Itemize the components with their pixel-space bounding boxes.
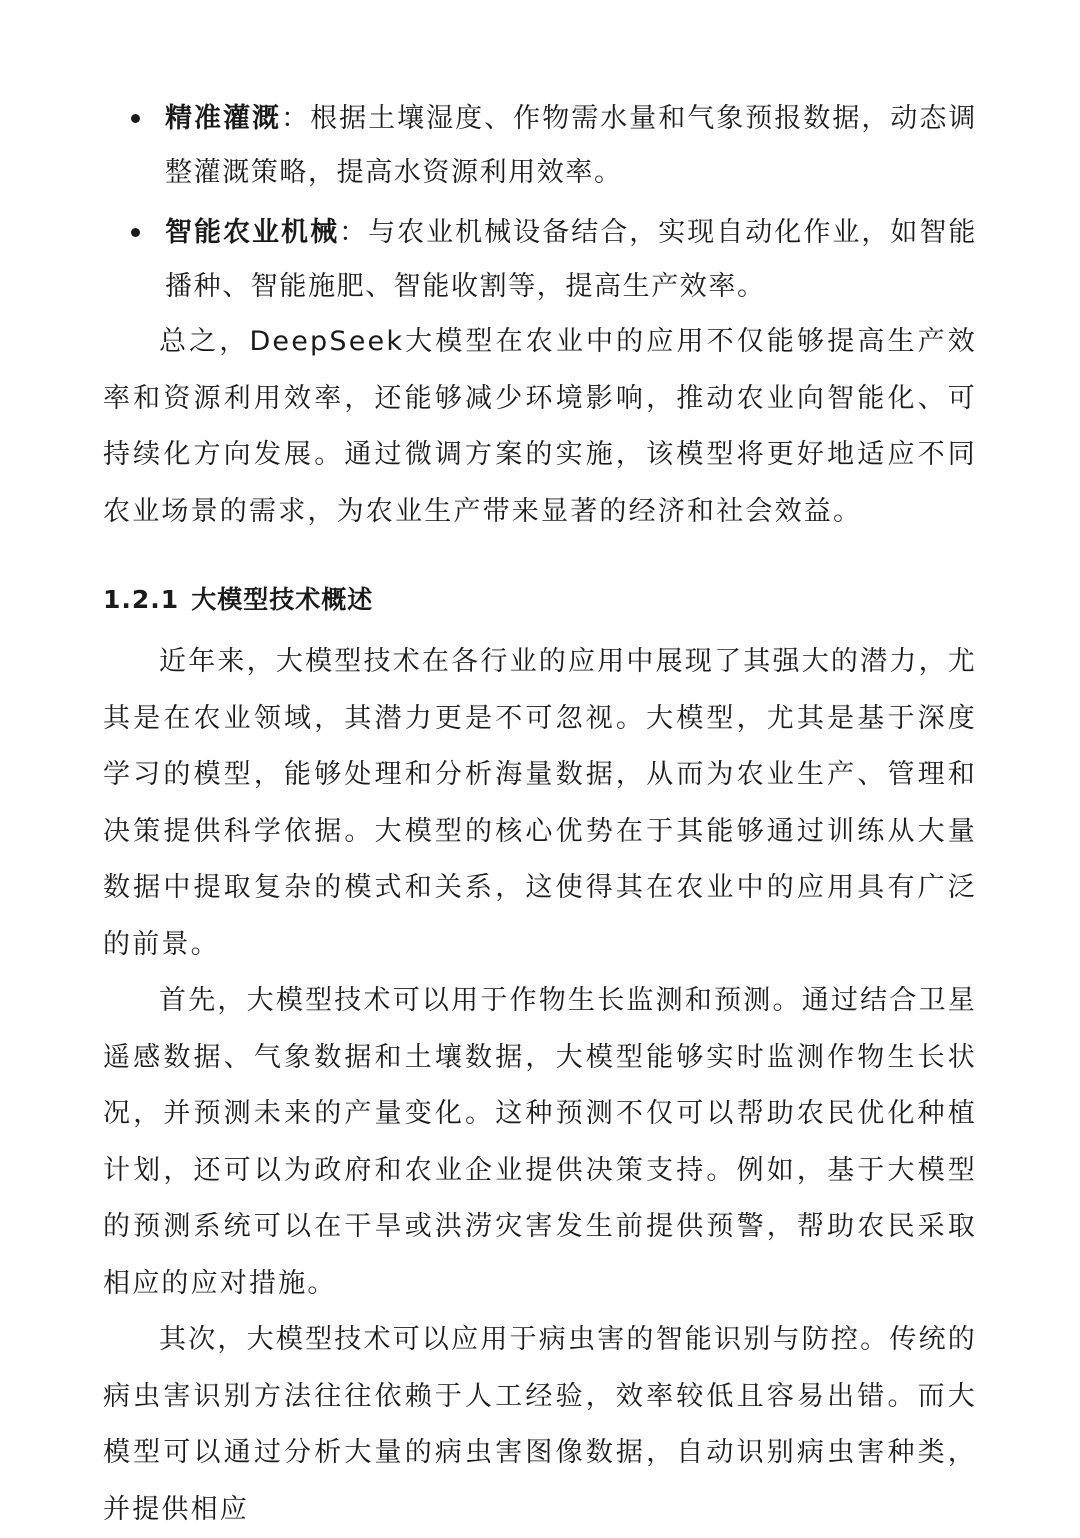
bullet-colon: ： bbox=[281, 103, 311, 134]
bullet-item-machinery bbox=[103, 206, 977, 314]
bullet-item-irrigation bbox=[103, 92, 977, 200]
section-number: 1.2.1 bbox=[103, 585, 180, 614]
document-page bbox=[103, 92, 977, 1538]
body-paragraph-3: 其次，大模型技术可以应用于病虫害的智能识别与防控。传统的病虫害识别方法往往依赖于人工经验，效率较低且容易出错。而大模型可以通过分析大量的病虫害图像数据，自动识别病虫害种类，并提供相应 bbox=[103, 1324, 977, 1525]
section-title: 大模型技术概述 bbox=[191, 585, 374, 614]
bullet-dot-icon bbox=[131, 114, 140, 123]
bullet-text: 与农业机械设备结合，实现自动化作业，如智能播种、智能施肥、智能收割等，提高生产效率。 bbox=[165, 217, 977, 302]
bullet-text: 根据土壤湿度、作物需水量和气象预报数据，动态调整灌溉策略，提高水资源利用效率。 bbox=[165, 103, 977, 188]
section-heading bbox=[103, 580, 977, 620]
bullet-colon: ： bbox=[339, 217, 369, 248]
bullet-term: 精准灌溉 bbox=[165, 103, 282, 134]
body-paragraph-1: 近年来，大模型技术在各行业的应用中展现了其强大的潜力，尤其是在农业领域，其潜力更是不可忽视。大模型，尤其是基于深度学习的模型，能够处理和分析海量数据，从而为农业生产、管理和决策提供科学依据。大模型的核心优势在于其能够通过训练从大量数据中提取复杂的模式和关系，这使得其在农业中的应用具有广泛的前景。 bbox=[103, 646, 977, 960]
summary-paragraph: 总之，DeepSeek大模型在农业中的应用不仅能够提高生产效率和资源利用效率，还能够减少环境影响，推动农业向智能化、可持续化方向发展。通过微调方案的实施，该模型将更好地适应不同农业场景的需求，为农业生产带来显著的经济和社会效益。 bbox=[103, 326, 977, 527]
bullet-term: 智能农业机械 bbox=[165, 217, 340, 248]
body-paragraph-2: 首先，大模型技术可以用于作物生长监测和预测。通过结合卫星遥感数据、气象数据和土壤数据，大模型能够实时监测作物生长状况，并预测未来的产量变化。这种预测不仅可以帮助农民优化种植计划，还可以为政府和农业企业提供决策支持。例如，基于大模型的预测系统可以在干旱或洪涝灾害发生前提供预警，帮助农民采取相应的应对措施。 bbox=[103, 985, 977, 1299]
bullet-dot-icon bbox=[131, 228, 140, 237]
